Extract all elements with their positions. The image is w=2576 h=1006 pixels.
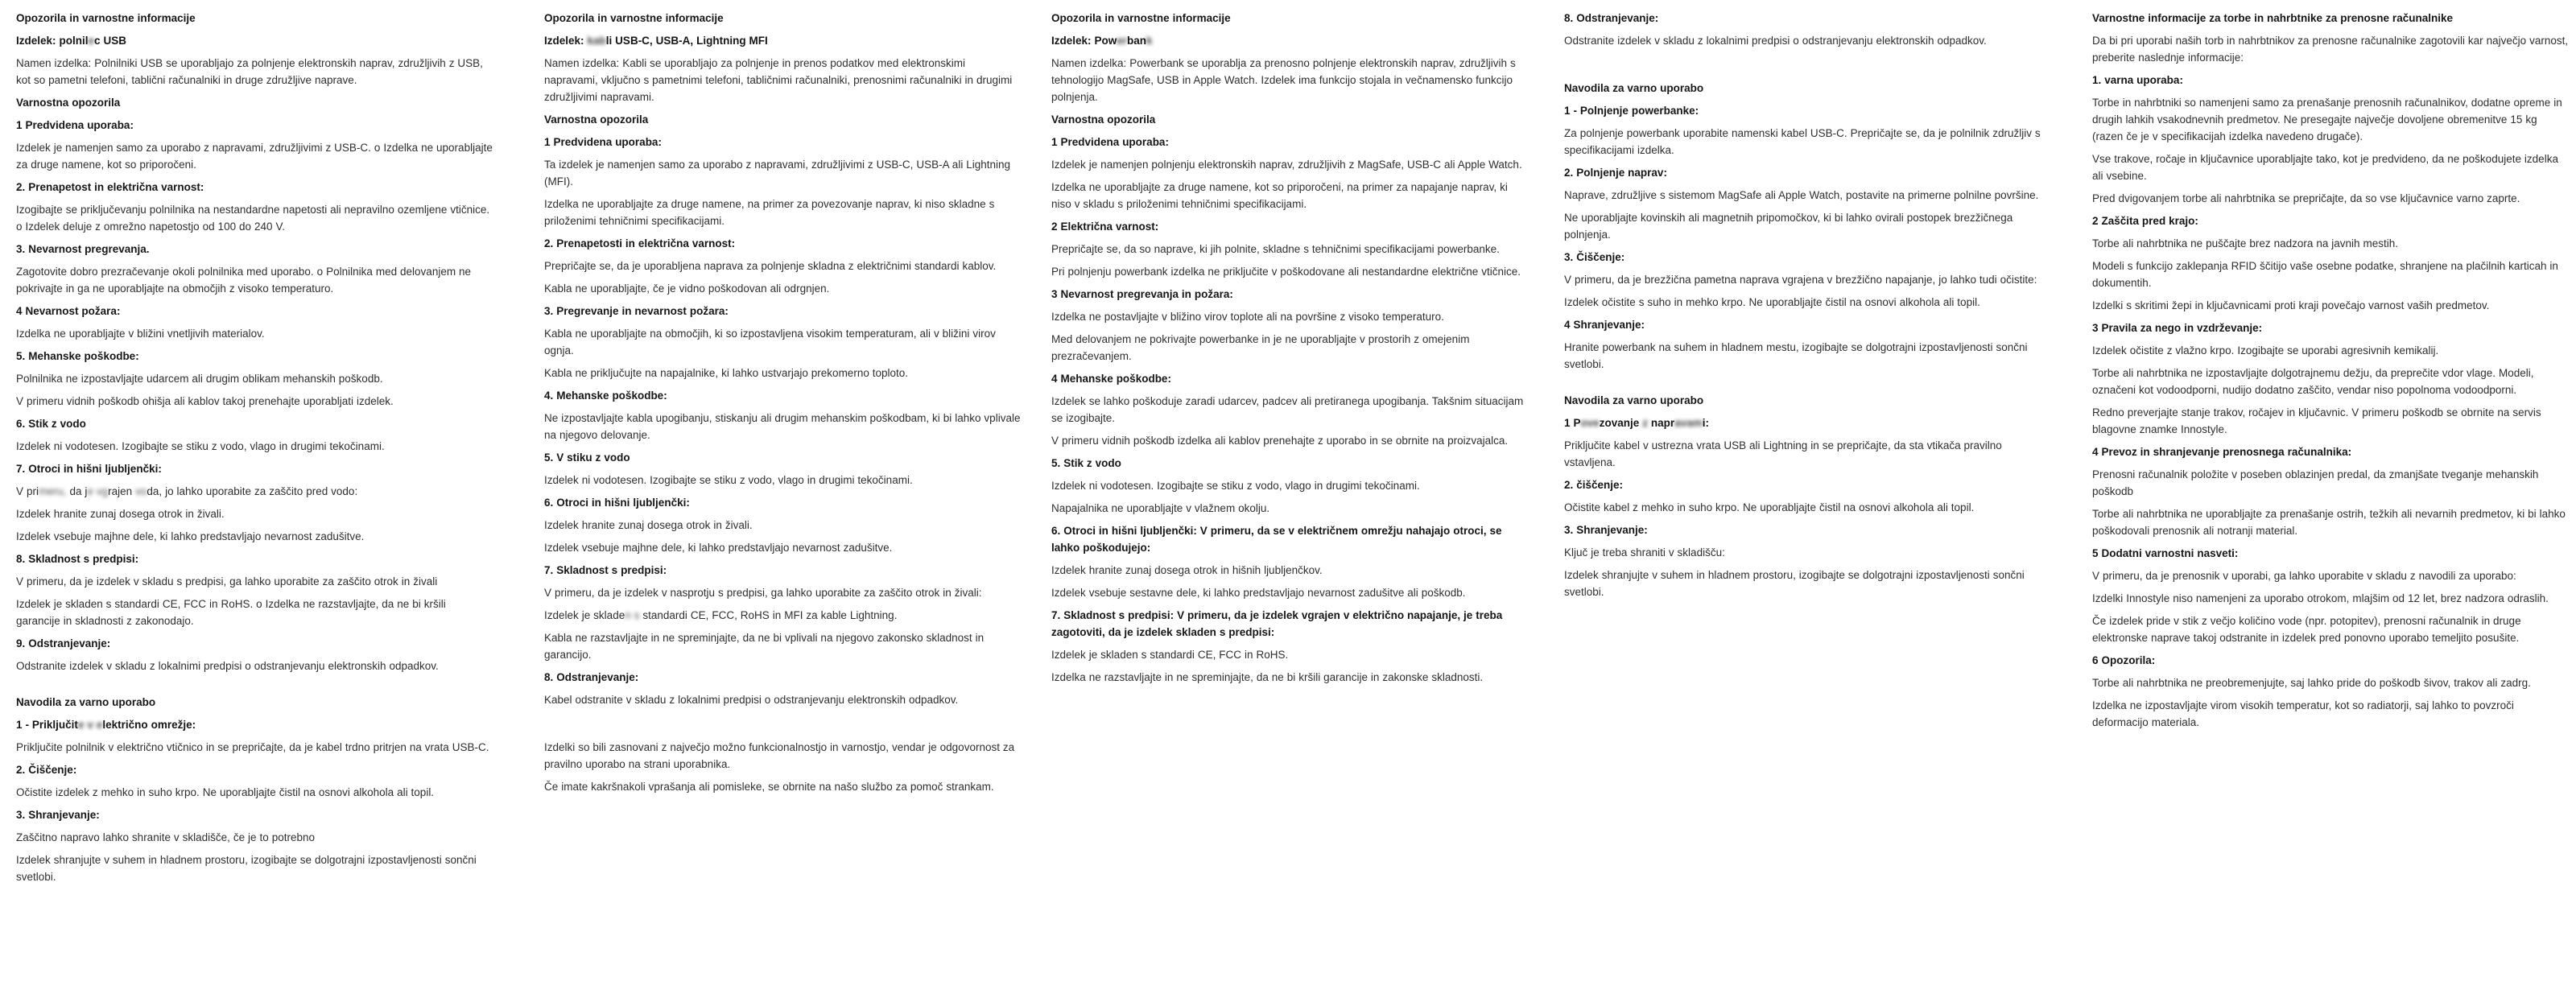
- text-segment: Torbe in nahrbtniki so namenjeni samo za prenašanje prenosnih računalnikov, dodatne opreme in drugih lahkih vsakodnevnih predmetov. Ne presegajte največje dovoljene obremenitve 15 kg (razen če je v specifikacijah izdelka navedeno drugače).: [2092, 97, 2562, 142]
- section-heading: [1564, 249, 2041, 266]
- section-heading: [1051, 32, 1528, 49]
- blurred-text-segment: ove: [1580, 417, 1600, 429]
- text-segment: Izdelek ni vodotesen. Izogibajte se stiku z vodo, vlago in drugimi tekočinami.: [16, 440, 385, 452]
- text-segment: Izdelka ne uporabljajte za druge namene, na primer za povezovanje naprav, ki niso skladne s priloženimi tehničnimi specifikacijami.: [544, 198, 995, 227]
- column-cables: [544, 10, 1021, 801]
- text-segment: Izdelki Innostyle niso namenjeni za uporabo otrokom, mlajšim od 12 let, brez nadzora odraslih.: [2092, 592, 2549, 604]
- text-segment: Torbe ali nahrbtnika ne izpostavljajte dolgotrajnemu dežju, da preprečite vdor vlage. Modeli, označeni kot vodoodporni, nudijo dodatno zaščito, vendar niso popolnoma vodoodporni.: [2092, 367, 2534, 396]
- paragraph: [16, 573, 493, 590]
- paragraph: [16, 829, 493, 846]
- paragraph: [16, 438, 493, 455]
- text-segment: Če izdelek pride v stik z večjo količino vode (npr. potopitev), prenosni računalnik in druge elektronske naprave takoj odstranite in izdelek pred ponovno uporabo temeljito posušite.: [2092, 615, 2521, 644]
- text-segment: 7. Otroci in hišni ljubljenčki:: [16, 463, 162, 475]
- section-heading: [16, 348, 493, 365]
- section-heading: [1051, 370, 1528, 387]
- text-segment: li USB-C, USB-A, Lightning MFI: [605, 35, 768, 47]
- paragraph: [1564, 32, 2041, 49]
- text-segment: Izdelek je namenjen samo za uporabo z napravami, združljivimi z USB-C. o Izdelka ne uporabljajte za druge namene, kot so priporočeni.: [16, 142, 493, 171]
- text-segment: Izdelek vsebuje sestavne dele, ki lahko predstavljajo nevarnost zadušitve ali poškodb.: [1051, 587, 1466, 599]
- paragraph: [1564, 567, 2041, 600]
- text-segment: 3. Shranjevanje:: [16, 809, 100, 821]
- paragraph: [1051, 477, 1528, 494]
- text-segment: 1. varna uporaba:: [2092, 74, 2183, 86]
- text-segment: 4. Mehanske poškodbe:: [544, 390, 667, 402]
- text-segment: i:: [1702, 417, 1709, 429]
- paragraph: [2092, 674, 2569, 691]
- text-segment: 6. Otroci in hišni ljubljenčki: V primeru, da se v električnem omrežju nahajajo otroci, se lahko poškodujejo:: [1051, 525, 1502, 554]
- text-segment: 2. Čiščenje:: [16, 764, 77, 776]
- section-heading: [1564, 164, 2041, 181]
- text-segment: 3 Pravila za nego in vzdrževanje:: [2092, 322, 2263, 334]
- section-heading: [544, 134, 1021, 150]
- text-segment: Izdelek:: [544, 35, 588, 47]
- paragraph: [1564, 187, 2041, 204]
- text-segment: 5 Dodatni varnostni nasveti:: [2092, 547, 2239, 559]
- paragraph: [544, 739, 1021, 773]
- text-segment: V primeru vidnih poškodb ohišja ali kablov takoj prenehajte uporabljati izdelek.: [16, 395, 394, 407]
- paragraph: [2092, 258, 2569, 291]
- paragraph: [1564, 339, 2041, 373]
- section-heading: [2092, 652, 2569, 669]
- text-segment: Kabel odstranite v skladu z lokalnimi predpisi o odstranjevanju elektronskih odpadkov.: [544, 694, 959, 706]
- text-segment: Izdelek: polnil: [16, 35, 89, 47]
- text-segment: Torbe ali nahrbtnika ne uporabljajte za prenašanje ostrih, težkih ali nevarnih predmetov, ki bi lahko poškodovali prenosnik ali notranji material.: [2092, 508, 2566, 537]
- section-heading: [16, 303, 493, 320]
- section-heading: [16, 94, 493, 111]
- text-segment: Napajalnika ne uporabljajte v vlažnem okolju.: [1051, 502, 1270, 514]
- text-segment: Izdelek shranjujte v suhem in hladnem prostoru, izogibajte se dolgotrajni izpostavljenosti sončni svetlobi.: [1564, 569, 2025, 598]
- paragraph: [544, 258, 1021, 274]
- text-segment: Izdelek se lahko poškoduje zaradi udarcev, padcev ali pretiranega upogibanja. Takšnim situacijam se izogibajte.: [1051, 395, 1524, 424]
- blurred-text-segment: e vg: [87, 485, 109, 497]
- text-segment: Varnostna opozorila: [1051, 113, 1156, 126]
- paragraph: [16, 851, 493, 885]
- blurred-text-segment: k: [1146, 35, 1153, 47]
- text-segment: 6 Opozorila:: [2092, 654, 2156, 666]
- section-heading: [544, 10, 1021, 27]
- text-segment: Prenosni računalnik položite v poseben oblazinjen predal, da zmanjšate tveganje mehanskih poškodb: [2092, 468, 2539, 497]
- section-heading: [1564, 476, 2041, 493]
- paragraph: [2092, 697, 2569, 731]
- section-heading: [16, 635, 493, 652]
- text-segment: zovanje: [1599, 417, 1643, 429]
- text-segment: 2. čiščenje:: [1564, 479, 1623, 491]
- text-segment: 5. V stiku z vodo: [544, 451, 630, 464]
- text-segment: Namen izdelka: Kabli se uporabljajo za polnjenje in prenos podatkov med elektronskimi napravami, vključno s pametnimi telefoni, tabličnimi računalniki, prenosnimi računalniki in drugimi združljivimi napravami.: [544, 57, 1013, 103]
- text-segment: da j: [69, 485, 88, 497]
- paragraph: [1051, 331, 1528, 365]
- section-heading: [1564, 316, 2041, 333]
- text-segment: 4 Mehanske poškodbe:: [1051, 373, 1171, 385]
- blurred-text-segment: kab: [587, 35, 606, 47]
- paragraph: [2092, 32, 2569, 66]
- text-segment: Izdelka ne uporabljajte v bližini vnetljivih materialov.: [16, 328, 265, 340]
- text-segment: 4 Shranjevanje:: [1564, 319, 1645, 331]
- paragraph: [544, 365, 1021, 381]
- paragraph: [544, 196, 1021, 229]
- text-segment: 3. Nevarnost pregrevanja.: [16, 243, 150, 255]
- paragraph: [2092, 297, 2569, 314]
- section-heading: [544, 449, 1021, 466]
- paragraph: [1051, 432, 1528, 449]
- section-heading: [1051, 111, 1528, 128]
- text-segment: 3. Pregrevanje in nevarnost požara:: [544, 305, 729, 317]
- text-segment: Izdelka ne uporabljajte za druge namene, kot so priporočeni, na primer za napajanje naprav, ki niso v skladu s priloženimi tehničnimi specifikacijami.: [1051, 181, 1508, 210]
- text-segment: Izdelek očistite z vlažno krpo. Izogibajte se uporabi agresivnih kemikalij.: [2092, 344, 2439, 357]
- text-segment: 2. Prenapetosti in električna varnost:: [544, 237, 736, 249]
- paragraph: [544, 629, 1021, 663]
- text-segment: Varnostna opozorila: [544, 113, 649, 126]
- text-segment: Kabla ne priključujte na napajalnike, ki lahko ustvarjajo prekomerno toploto.: [544, 367, 909, 379]
- section-heading: [544, 111, 1021, 128]
- section-heading: [544, 669, 1021, 686]
- text-segment: 6. Otroci in hišni ljubljenčki:: [544, 497, 690, 509]
- paragraph: [1564, 499, 2041, 516]
- section-heading: [16, 694, 493, 711]
- text-segment: Izdelek vsebuje majhne dele, ki lahko predstavljajo nevarnost zadušitve.: [16, 530, 365, 542]
- text-segment: Kabla ne uporabljajte, če je vidno poškodovan ali odrgnjen.: [544, 282, 830, 295]
- paragraph: [1051, 500, 1528, 517]
- text-segment: V primeru, da je brezžična pametna naprava vgrajena v brezžično napajanje, jo lahko tudi očistite:: [1564, 274, 2037, 286]
- text-segment: 8. Odstranjevanje:: [544, 671, 639, 683]
- section-heading: [1051, 455, 1528, 472]
- text-segment: lektrično omrežje:: [102, 719, 196, 731]
- blurred-text-segment: n s: [625, 609, 643, 621]
- text-segment: 7. Skladnost s predpisi: V primeru, da je izdelek vgrajen v električno napajanje, je treba zagotoviti, da je izdelek skladen s predpisi:: [1051, 609, 1503, 638]
- section-heading: [16, 761, 493, 778]
- paragraph: [1051, 241, 1528, 258]
- section-heading: [2092, 320, 2569, 336]
- section-heading: [16, 32, 493, 49]
- text-segment: Izdelki so bili zasnovani z največjo možno funkcionalnostjo in varnostjo, vendar je odgovornost za pravilno uporabo na strani uporabnika.: [544, 741, 1015, 770]
- section-heading: [16, 241, 493, 258]
- paragraph: [544, 517, 1021, 534]
- text-segment: Opozorila in varnostne informacije: [544, 12, 724, 24]
- paragraph: [1564, 544, 2041, 561]
- section-heading: [1564, 80, 2041, 97]
- section-heading: [16, 415, 493, 432]
- text-segment: Izdelka ne razstavljajte in ne spreminjajte, da ne bi kršili garancije in zakonske skladnosti.: [1051, 671, 1484, 683]
- text-segment: ban: [1127, 35, 1147, 47]
- section-heading: [1051, 10, 1528, 27]
- paragraph: [1564, 271, 2041, 288]
- text-segment: Modeli s funkcijo zaklepanja RFID ščitijo vaše osebne podatke, shranjene na plačilnih karticah in dokumentih.: [2092, 260, 2558, 289]
- paragraph: [1564, 125, 2041, 159]
- text-segment: Izdelek je skladen s standardi CE, FCC in RoHS. o Izdelka ne razstavljajte, da ne bi kršili garancije in skladnosti z zakonodajo.: [16, 598, 446, 627]
- text-segment: Prepričajte se, da so naprave, ki jih polnite, skladne s tehničnimi specifikacijami powerbanke.: [1051, 243, 1500, 255]
- text-segment: Zagotovite dobro prezračevanje okoli polnilnika med uporabo. o Polnilnika med delovanjem ne pokrivajte in ga ne uporabljajte na območjih z visoko temperaturo.: [16, 266, 472, 295]
- text-segment: Odstranite izdelek v skladu z lokalnimi predpisi o odstranjevanju elektronskih odpadkov.: [16, 660, 439, 672]
- text-segment: Izdelek shranjujte v suhem in hladnem prostoru, izogibajte se dolgotrajni izpostavljenosti sončni svetlobi.: [16, 854, 477, 883]
- text-segment: Ta izdelek je namenjen samo za uporabo z napravami, združljivimi z USB-C, USB-A ali Lightning (MFI).: [544, 159, 1011, 188]
- text-segment: Izdelka ne izpostavljajte virom visokih temperatur, kot so radiatorji, saj lahko to povzroči deformacijo materiala.: [2092, 699, 2514, 728]
- text-segment: Naprave, združljive s sistemom MagSafe ali Apple Watch, postavite na primerne polnilne površine.: [1564, 189, 2039, 201]
- paragraph: [1051, 393, 1528, 427]
- section-heading: [16, 179, 493, 196]
- text-segment: V primeru, da je izdelek v nasprotju s predpisi, ga lahko uporabite za zaščito otrok in živali:: [544, 587, 982, 599]
- paragraph: [544, 325, 1021, 359]
- text-segment: V pri: [16, 485, 39, 497]
- paragraph: [16, 739, 493, 756]
- text-segment: 2. Polnjenje naprav:: [1564, 167, 1667, 179]
- text-segment: Pred dvigovanjem torbe ali nahrbtnika se prepričajte, da so vse ključavnice varno zaprte.: [2092, 192, 2520, 204]
- text-segment: Torbe ali nahrbtnika ne puščajte brez nadzora na javnih mestih.: [2092, 237, 2399, 249]
- section-heading: [2092, 72, 2569, 89]
- section-heading: [1564, 102, 2041, 119]
- text-segment: Redno preverjajte stanje trakov, ročajev in ključavnic. V primeru poškodb se obrnite na servis blagovne znamke Innostyle.: [2092, 406, 2541, 435]
- paragraph: [544, 55, 1021, 105]
- section-heading: [1564, 392, 2041, 409]
- text-segment: napr: [1647, 417, 1675, 429]
- text-segment: Za polnjenje powerbank uporabite namenski kabel USB-C. Prepričajte se, da je polnilnik združljiv s specifikacijami izdelka.: [1564, 127, 2041, 156]
- section-heading: [1051, 607, 1528, 641]
- section-heading: [16, 806, 493, 823]
- paragraph: [2092, 567, 2569, 584]
- section-heading: [544, 494, 1021, 511]
- text-segment: Izdelek hranite zunaj dosega otrok in hišnih ljubljenčkov.: [1051, 564, 1323, 576]
- text-segment: Pri polnjenju powerbank izdelka ne priključite v poškodovane ali nestandardne električne vtičnice.: [1051, 266, 1521, 278]
- text-segment: Kabla ne razstavljajte in ne spreminjajte, da ne bi vplivali na njegovo zakonsko skladnost in garancijo.: [544, 632, 985, 661]
- paragraph: [16, 784, 493, 801]
- paragraph: [1051, 584, 1528, 601]
- text-segment: Priključite polnilnik v električno vtičnico in se prepričajte, da je kabel trdno pritrjen na vrata USB-C.: [16, 741, 489, 753]
- text-segment: Odstranite izdelek v skladu z lokalnimi predpisi o odstranjevanju elektronskih odpadkov.: [1564, 35, 1987, 47]
- blurred-text-segment: avam: [1674, 417, 1703, 429]
- paragraph: [544, 778, 1021, 795]
- paragraph: [544, 472, 1021, 489]
- text-segment: Zaščitno napravo lahko shranite v skladišče, če je to potrebno: [16, 831, 316, 843]
- text-segment: 4 Prevoz in shranjevanje prenosnega računalnika:: [2092, 446, 2352, 458]
- blurred-text-segment: e: [88, 35, 94, 47]
- paragraph: [544, 156, 1021, 190]
- paragraph: [544, 280, 1021, 297]
- paragraph: [1051, 669, 1528, 686]
- text-segment: Očistite izdelek z mehko in suho krpo. Ne uporabljajte čistil na osnovi alkohola ali topil.: [16, 786, 435, 798]
- paragraph: [1051, 562, 1528, 579]
- text-segment: 5. Mehanske poškodbe:: [16, 350, 139, 362]
- paragraph: [16, 139, 493, 173]
- text-segment: Izdelki s skritimi žepi in ključavnicami proti kraji povečajo varnost vaših predmetov.: [2092, 299, 2490, 311]
- text-segment: 7. Skladnost s predpisi:: [544, 564, 667, 576]
- text-segment: Navodila za varno uporabo: [1564, 82, 1704, 94]
- paragraph: [2092, 505, 2569, 539]
- section-heading: [1564, 522, 2041, 538]
- section-heading: [2092, 545, 2569, 562]
- paragraph: [16, 393, 493, 410]
- section-heading: [1564, 10, 2041, 27]
- paragraph: [2092, 404, 2569, 438]
- paragraph: [544, 539, 1021, 556]
- text-segment: 2. Prenapetost in električna varnost:: [16, 181, 204, 193]
- text-segment: 8. Skladnost s predpisi:: [16, 553, 139, 565]
- section-heading: [16, 550, 493, 567]
- text-segment: Če imate kakršnakoli vprašanja ali pomisleke, se obrnite na našo službo za pomoč strankam.: [544, 781, 994, 793]
- paragraph: [16, 201, 493, 235]
- text-segment: 2 Zaščita pred krajo:: [2092, 215, 2198, 227]
- text-segment: V primeru vidnih poškodb izdelka ali kablov prenehajte z uporabo in se obrnite na proizvajalca.: [1051, 435, 1509, 447]
- paragraph: [1051, 646, 1528, 663]
- text-segment: Med delovanjem ne pokrivajte powerbanke in je ne uporabljajte v prostorih z omejenim prezračevanjem.: [1051, 333, 1470, 362]
- section-heading: [544, 303, 1021, 320]
- paragraph: [1051, 156, 1528, 173]
- section-heading: [1051, 286, 1528, 303]
- text-segment: Ne izpostavljajte kabla upogibanju, stiskanju ali drugim mehanskim poškodbam, ki bi lahko vplivale na njegovo delovanje.: [544, 412, 1021, 441]
- text-segment: Izdelek ni vodotesen. Izogibajte se stiku z vodo, vlago in drugimi tekočinami.: [1051, 480, 1420, 492]
- text-segment: 1 Predvidena uporaba:: [544, 136, 662, 148]
- column-usb-charger: [16, 10, 493, 891]
- section-heading: [544, 562, 1021, 579]
- paragraph: [1051, 308, 1528, 325]
- text-segment: 3. Shranjevanje:: [1564, 524, 1648, 536]
- paragraph: [2092, 365, 2569, 398]
- paragraph: [16, 263, 493, 297]
- section-heading: [16, 10, 493, 27]
- section-heading: [16, 460, 493, 477]
- paragraph: [2092, 466, 2569, 500]
- text-segment: 3 Nevarnost pregrevanja in požara:: [1051, 288, 1233, 300]
- section-heading: [2092, 10, 2569, 27]
- column-powerbank-usage: [1564, 10, 2041, 606]
- text-segment: 2 Električna varnost:: [1051, 221, 1159, 233]
- text-segment: Ključ je treba shraniti v skladišču:: [1564, 546, 1725, 559]
- section-heading: [16, 117, 493, 134]
- section-heading: [2092, 212, 2569, 229]
- text-segment: Očistite kabel z mehko in suho krpo. Ne uporabljajte čistil na osnovi alkohola ali topil.: [1564, 501, 1975, 513]
- text-segment: Opozorila in varnostne informacije: [16, 12, 196, 24]
- text-segment: Izdelek je skladen s standardi CE, FCC in RoHS.: [1051, 649, 1289, 661]
- text-segment: 1 - Polnjenje powerbanke:: [1564, 105, 1699, 117]
- paragraph: [16, 55, 493, 89]
- text-segment: 4 Nevarnost požara:: [16, 305, 121, 317]
- paragraph: [16, 658, 493, 674]
- paragraph: [544, 584, 1021, 601]
- text-segment: Navodila za varno uporabo: [1564, 394, 1704, 406]
- text-segment: 5. Stik z vodo: [1051, 457, 1121, 469]
- text-segment: Izdelek očistite s suho in mehko krpo. Ne uporabljajte čistil na osnovi alkohola ali topil.: [1564, 296, 1980, 308]
- text-segment: da, jo lahko uporabite za zaščito pred vodo:: [147, 485, 358, 497]
- blurred-text-segment: z: [1642, 417, 1648, 429]
- blurred-text-segment: vo: [132, 485, 147, 497]
- text-segment: c USB: [93, 35, 126, 47]
- text-segment: V primeru, da je prenosnik v uporabi, ga lahko uporabite v skladu z navodili za uporabo:: [2092, 570, 2516, 582]
- section-heading: [544, 32, 1021, 49]
- paragraph: [1564, 209, 2041, 243]
- text-segment: Izogibajte se priključevanju polnilnika na nestandardne napetosti ali nepravilno ozemljene vtičnice. o Izdelek deluje z omrežno napetostjo od 100 do 240 V.: [16, 204, 490, 233]
- paragraph: [1564, 437, 2041, 471]
- text-segment: standardi CE, FCC, RoHS in MFI za kable Lightning.: [642, 609, 898, 621]
- paragraph: [2092, 590, 2569, 607]
- section-heading: [1564, 414, 2041, 431]
- paragraph: [544, 691, 1021, 708]
- text-segment: Prepričajte se, da je uporabljena naprava za polnjenje skladna z električnimi standardi kablov.: [544, 260, 997, 272]
- paragraph: [2092, 235, 2569, 252]
- text-segment: Polnilnika ne izpostavljajte udarcem ali drugim oblikam mehanskih poškodb.: [16, 373, 383, 385]
- text-segment: Izdelek je sklade: [544, 609, 625, 621]
- paragraph: [2092, 150, 2569, 184]
- paragraph: [544, 607, 1021, 624]
- text-segment: 1 P: [1564, 417, 1581, 429]
- blurred-text-segment: e v e: [77, 719, 103, 731]
- paragraph: [2092, 612, 2569, 646]
- text-segment: 1 Predvidena uporaba:: [16, 119, 134, 131]
- text-segment: Izdelka ne postavljajte v bližino virov toplote ali na površine z visoko temperaturo.: [1051, 311, 1444, 323]
- paragraph: [16, 325, 493, 342]
- section-heading: [1051, 522, 1528, 556]
- text-segment: Torbe ali nahrbtnika ne preobremenjujte, saj lahko pride do poškodb šivov, trakov ali zadrg.: [2092, 677, 2531, 689]
- paragraph: [16, 596, 493, 629]
- text-segment: 9. Odstranjevanje:: [16, 637, 111, 649]
- text-segment: Izdelek ni vodotesen. Izogibajte se stiku z vodo, vlago in drugimi tekočinami.: [544, 474, 913, 486]
- text-segment: Navodila za varno uporabo: [16, 696, 156, 708]
- text-segment: Priključite kabel v ustrezna vrata USB ali Lightning in se prepričajte, da sta vtikača pravilno vstavljena.: [1564, 439, 2002, 468]
- text-segment: Ne uporabljajte kovinskih ali magnetnih pripomočkov, ki bi lahko ovirali postopek brezžičnega polnjenja.: [1564, 212, 2013, 241]
- paragraph: [2092, 342, 2569, 359]
- text-segment: 1 Predvidena uporaba:: [1051, 136, 1169, 148]
- text-segment: 8. Odstranjevanje:: [1564, 12, 1659, 24]
- blurred-text-segment: er: [1117, 35, 1127, 47]
- column-laptop-bags: [2092, 10, 2569, 736]
- section-heading: [16, 716, 493, 733]
- text-segment: Varnostne informacije za torbe in nahrbtnike za prenosne računalnike: [2092, 12, 2453, 24]
- text-segment: Hranite powerbank na suhem in hladnem mestu, izogibajte se dolgotrajni izpostavljenosti sončni svetlobi.: [1564, 341, 2028, 370]
- section-heading: [1051, 218, 1528, 235]
- paragraph: [1051, 55, 1528, 105]
- text-segment: 6. Stik z vodo: [16, 418, 86, 430]
- paragraph: [16, 528, 493, 545]
- text-segment: 1 - Priključit: [16, 719, 78, 731]
- text-segment: Varnostna opozorila: [16, 97, 121, 109]
- paragraph: [16, 505, 493, 522]
- paragraph: [2092, 94, 2569, 145]
- paragraph: [1051, 179, 1528, 212]
- blurred-text-segment: meru,: [38, 485, 70, 497]
- paragraph: [1564, 294, 2041, 311]
- text-segment: V primeru, da je izdelek v skladu s predpisi, ga lahko uporabite za zaščito otrok in živali: [16, 575, 438, 588]
- text-segment: Izdelek vsebuje majhne dele, ki lahko predstavljajo nevarnost zadušitve.: [544, 542, 893, 554]
- text-segment: Izdelek: Pow: [1051, 35, 1117, 47]
- section-heading: [544, 235, 1021, 252]
- text-segment: Namen izdelka: Polnilniki USB se uporabljajo za polnjenje elektronskih naprav, združljivih z USB, kot so pametni telefoni, tablični računalniki in druge združljive naprave.: [16, 57, 483, 86]
- text-segment: Kabla ne uporabljajte na območjih, ki so izpostavljena visokim temperaturam, ali v bližini virov ognja.: [544, 328, 996, 357]
- section-heading: [2092, 443, 2569, 460]
- text-segment: 3. Čiščenje:: [1564, 251, 1625, 263]
- text-segment: Izdelek hranite zunaj dosega otrok in živali.: [16, 508, 225, 520]
- column-powerbank: [1051, 10, 1528, 691]
- paragraph: [1051, 263, 1528, 280]
- text-segment: Da bi pri uporabi naših torb in nahrbtnikov za prenosne računalnike zagotovili kar največjo varnost, preberite naslednje informacije:: [2092, 35, 2569, 64]
- paragraph: [16, 370, 493, 387]
- paragraph: [16, 483, 493, 500]
- text-segment: Izdelek je namenjen polnjenju elektronskih naprav, združljivih z MagSafe, USB-C ali Apple Watch.: [1051, 159, 1522, 171]
- text-segment: Opozorila in varnostne informacije: [1051, 12, 1231, 24]
- paragraph: [544, 410, 1021, 443]
- text-segment: rajen: [108, 485, 133, 497]
- text-segment: Vse trakove, ročaje in ključavnice uporabljajte tako, kot je predvideno, da ne poškodujete izdelka ali vsebine.: [2092, 153, 2558, 182]
- text-segment: Izdelek hranite zunaj dosega otrok in živali.: [544, 519, 753, 531]
- section-heading: [1051, 134, 1528, 150]
- section-heading: [544, 387, 1021, 404]
- text-segment: Namen izdelka: Powerbank se uporablja za prenosno polnjenje elektronskih naprav, združljivih s tehnologijo MagSafe, USB in Apple Watch. Izdelek ima funkcijo stojala in večnamensko funkcijo polnjenja.: [1051, 57, 1516, 103]
- paragraph: [2092, 190, 2569, 207]
